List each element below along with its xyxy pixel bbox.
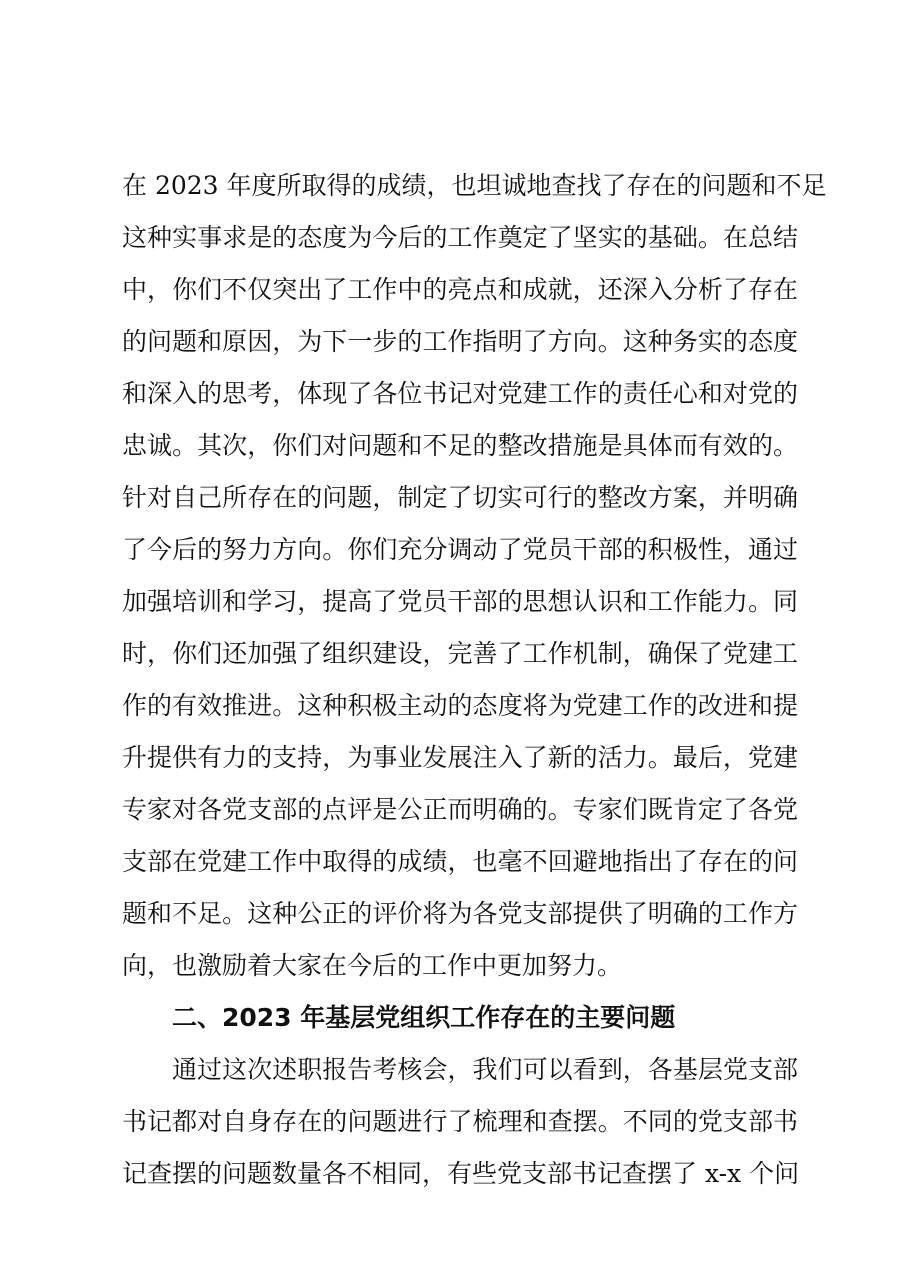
paragraph-line: 在 2023 年度所取得的成绩，也坦诚地查找了存在的问题和不足 xyxy=(122,171,827,200)
paragraph-line: 向，也激励着大家在今后的工作中更加努力。 xyxy=(122,951,623,980)
section-heading: 二、2023 年基层党组织工作存在的主要问题 xyxy=(172,1003,676,1032)
paragraph-line: 升提供有力的支持，为事业发展注入了新的活力。最后，党建 xyxy=(122,743,798,772)
paragraph-line: 支部在党建工作中取得的成绩，也毫不回避地指出了存在的问 xyxy=(122,847,798,876)
paragraph-line: 这种实事求是的态度为今后的工作奠定了坚实的基础。在总结 xyxy=(122,223,798,252)
paragraph-line: 的问题和原因，为下一步的工作指明了方向。这种务实的态度 xyxy=(122,327,798,356)
document-body xyxy=(122,160,827,1200)
paragraph-line: 书记都对自身存在的问题进行了梳理和查摆。不同的党支部书 xyxy=(122,1107,798,1136)
paragraph-line: 专家对各党支部的点评是公正而明确的。专家们既肯定了各党 xyxy=(122,795,798,824)
paragraph-line: 了今后的努力方向。你们充分调动了党员干部的积极性，通过 xyxy=(122,535,798,564)
paragraph-line: 加强培训和学习，提高了党员干部的思想认识和工作能力。同 xyxy=(122,587,798,616)
paragraph-line: 题和不足。这种公正的评价将为各党支部提供了明确的工作方 xyxy=(122,899,798,928)
paragraph-line: 中，你们不仅突出了工作中的亮点和成就，还深入分析了存在 xyxy=(122,275,798,304)
paragraph-line: 通过这次述职报告考核会，我们可以看到，各基层党支部 xyxy=(172,1055,798,1084)
paragraph-line: 时，你们还加强了组织建设，完善了工作机制，确保了党建工 xyxy=(122,639,798,668)
paragraph-line: 作的有效推进。这种积极主动的态度将为党建工作的改进和提 xyxy=(122,691,798,720)
paragraph-line: 忠诚。其次，你们对问题和不足的整改措施是具体而有效的。 xyxy=(122,431,798,460)
paragraph-line: 和深入的思考，体现了各位书记对党建工作的责任心和对党的 xyxy=(122,379,798,408)
paragraph-line: 记查摆的问题数量各不相同，有些党支部书记查摆了 x-x 个问 xyxy=(122,1159,800,1188)
paragraph-line: 针对自己所存在的问题，制定了切实可行的整改方案，并明确 xyxy=(122,483,798,512)
